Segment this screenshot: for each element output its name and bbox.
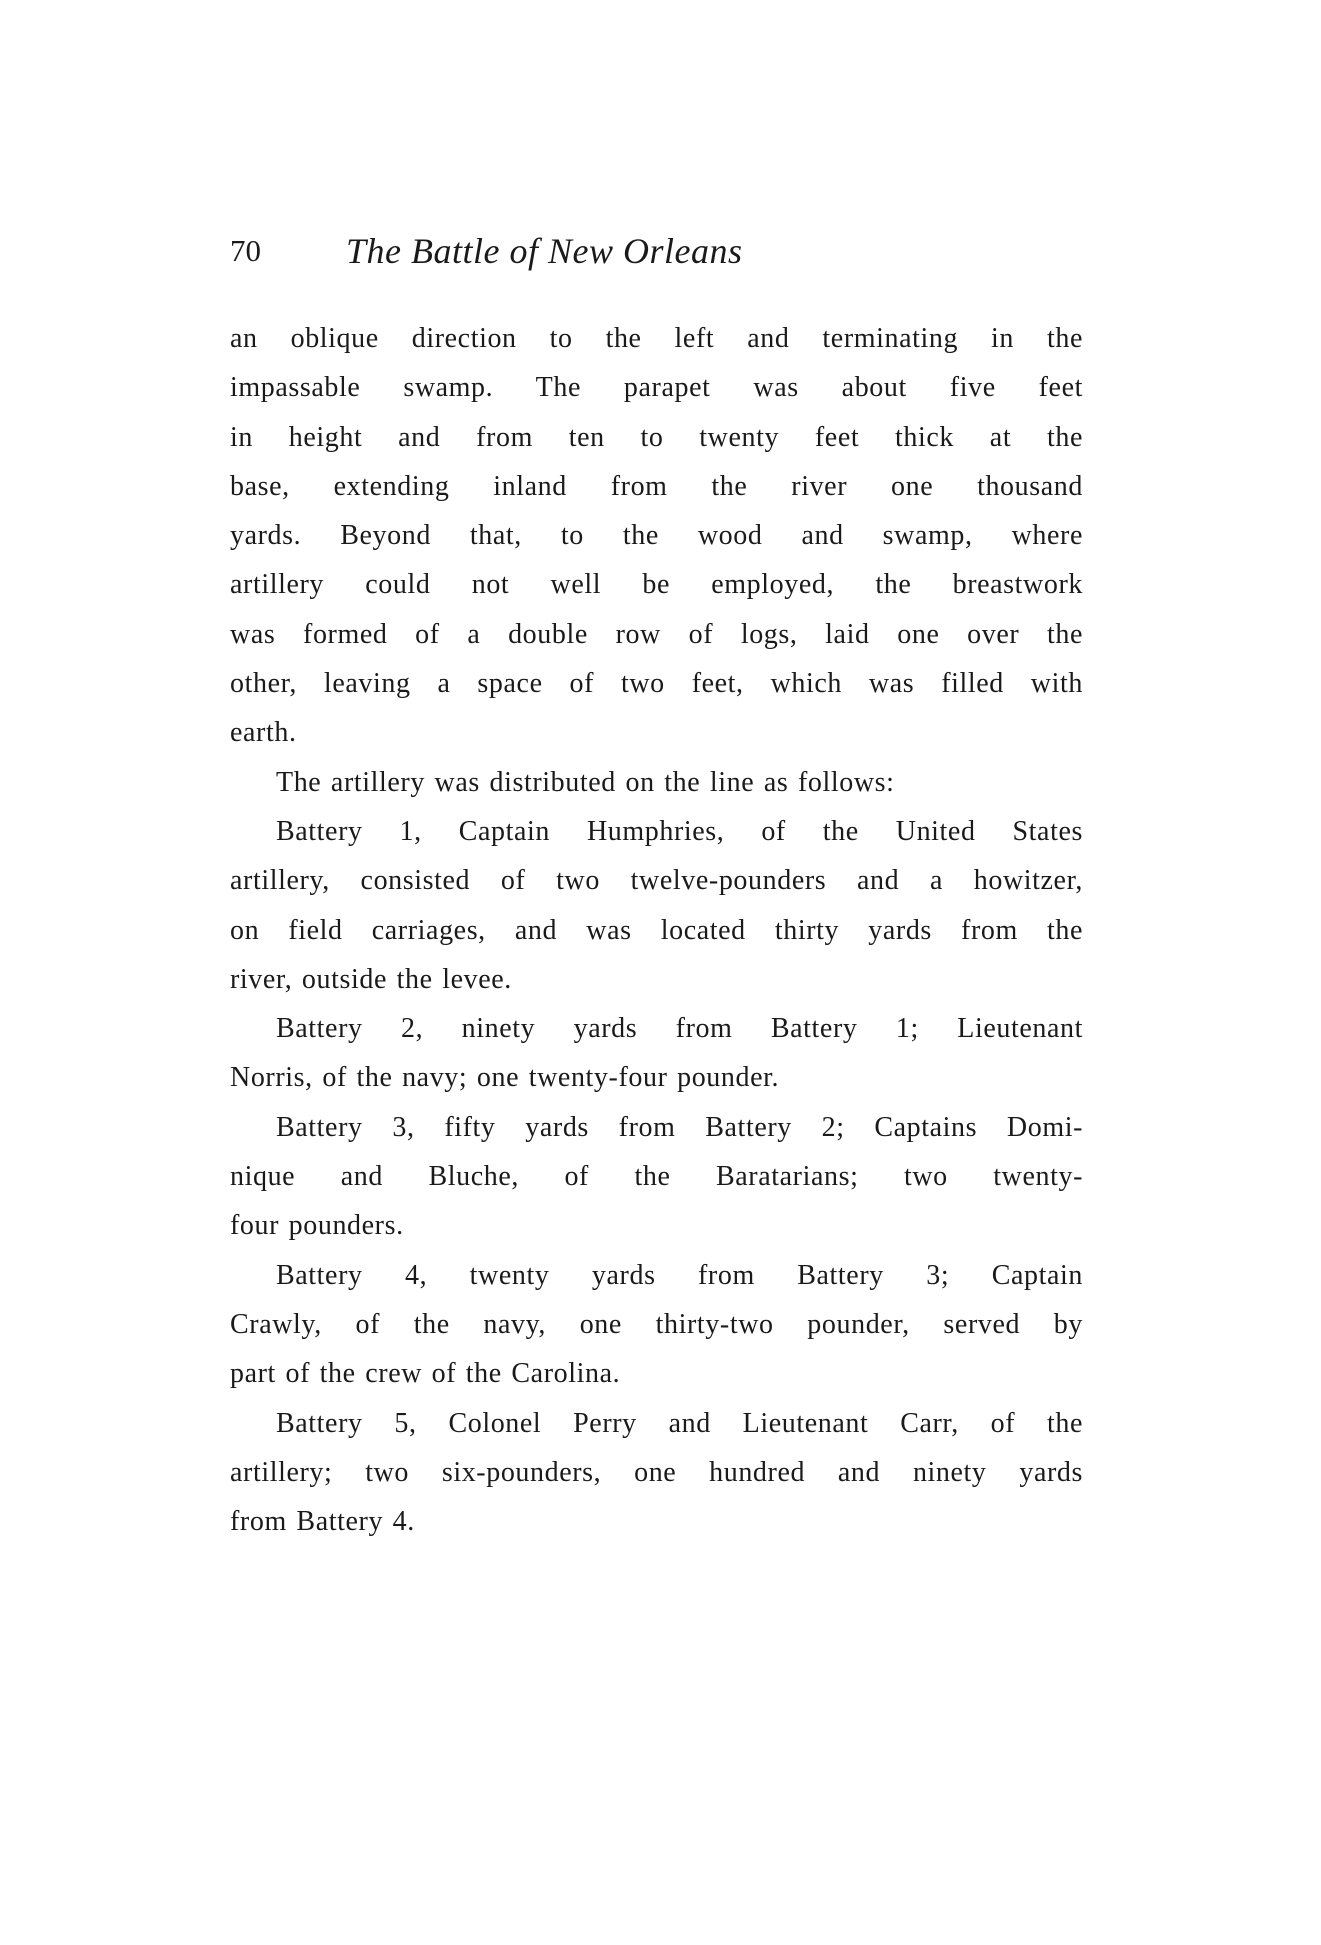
text-line: The artillery was distributed on the line as follows: [276,766,895,798]
paragraph [230,1103,1083,1251]
text-line: part of the crew of the Carolina. [230,1358,621,1390]
text-line: earth. [230,717,297,749]
paragraph [230,1251,1083,1399]
text-line: an oblique direction to the left and terminating in the [230,323,1083,354]
text-line: Battery 5, Colonel Perry and Lieutenant Carr, of the [276,1407,1083,1439]
paragraph [230,1004,1083,1103]
text-line: in height and from ten to twenty feet thick at the [230,421,1083,453]
text-line: from Battery 4. [230,1506,415,1538]
text-line: Battery 3, fifty yards from Battery 2; Captains Domi- [276,1111,1083,1143]
text-line: Crawly, of the navy, one thirty-two pounder, served by [230,1308,1083,1340]
text-line: Norris, of the navy; one twenty-four pounder. [230,1062,780,1094]
text-line: impassable swamp. The parapet was about five feet [230,372,1083,404]
text-line: Battery 4, twenty yards from Battery 3; Captain [276,1259,1083,1291]
running-title: The Battle of New Orleans [346,231,743,271]
text-line: Battery 1, Captain Humphries, of the United States [276,815,1083,847]
text-line: artillery; two six-pounders, one hundred and ninety yards [230,1456,1083,1488]
text-line: yards. Beyond that, to the wood and swamp, where [230,520,1083,552]
page-body [230,314,1083,1546]
running-header [230,228,1083,274]
paragraph [230,314,1083,758]
paragraph [230,758,1083,807]
text-line: river, outside the levee. [230,963,512,995]
paragraph [230,1399,1083,1547]
text-line: other, leaving a space of two feet, which was filled with [230,668,1083,700]
text-line: nique and Bluche, of the Baratarians; two twenty- [230,1161,1083,1193]
text-line: Battery 2, ninety yards from Battery 1; Lieutenant [276,1013,1083,1045]
text-line: was formed of a double row of logs, laid one over the [230,618,1083,650]
text-line: on field carriages, and was located thirty yards from the [230,914,1083,946]
paragraph [230,807,1083,1004]
text-line: artillery, consisted of two twelve-pounders and a howitzer, [230,865,1083,897]
text-line: four pounders. [230,1210,404,1242]
text-line: base, extending inland from the river one thousand [230,470,1083,502]
page-number: 70 [230,233,261,268]
text-line: artillery could not well be employed, the breastwork [230,569,1083,601]
